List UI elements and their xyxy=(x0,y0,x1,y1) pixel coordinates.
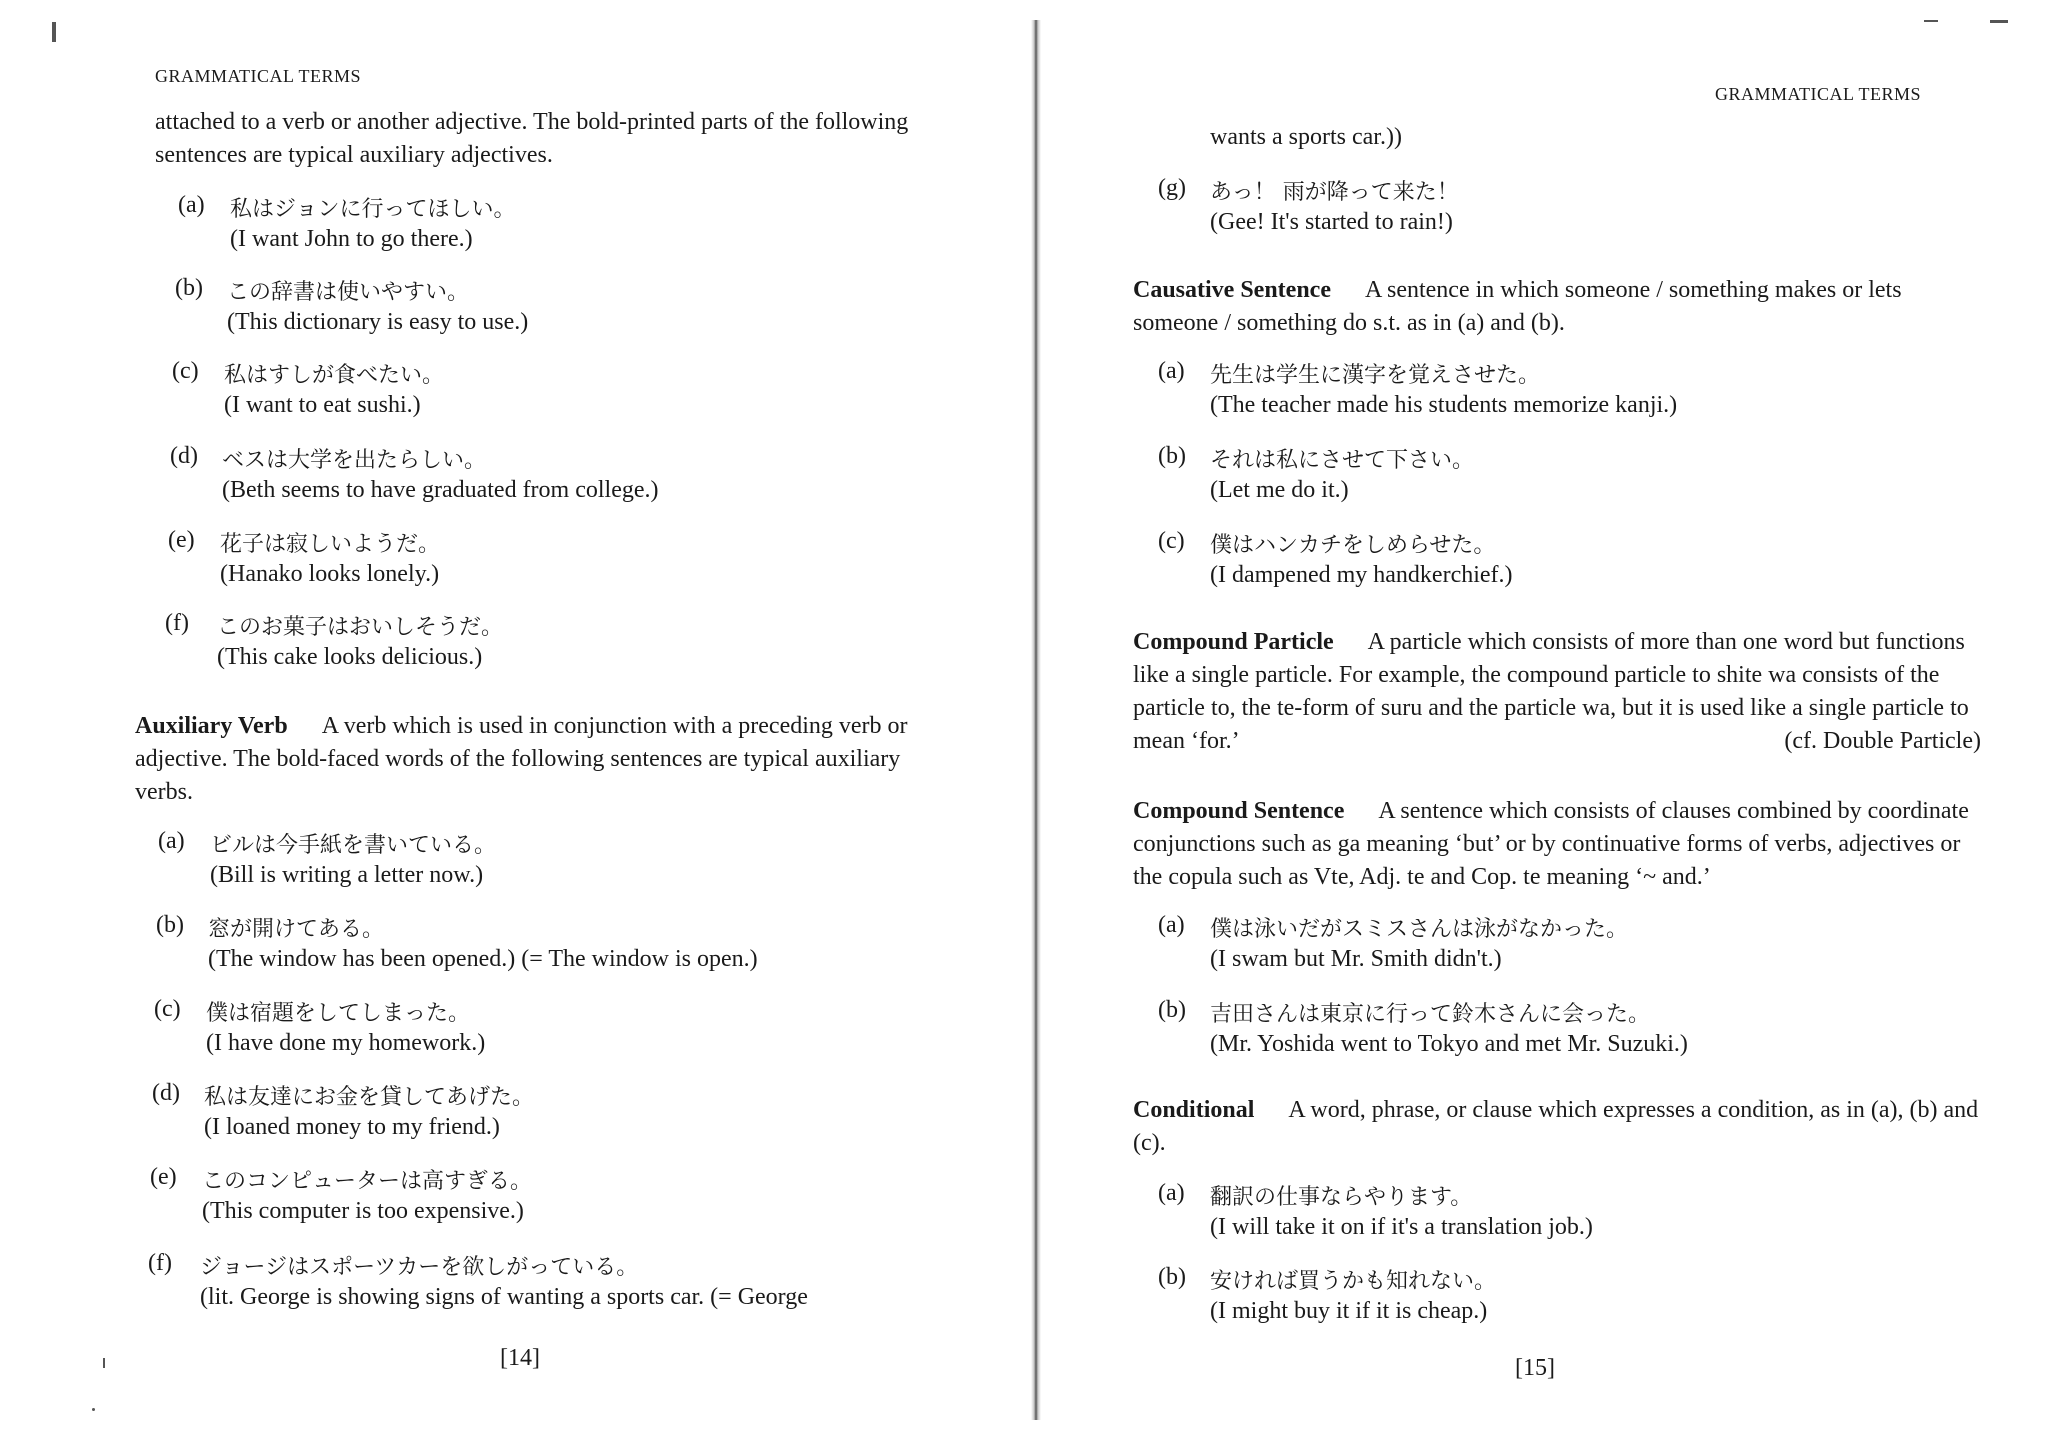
example-label: (a) xyxy=(1158,358,1185,384)
japanese-sentence: 私はジョンに行ってほしい。 xyxy=(230,197,516,222)
example-item xyxy=(156,912,1006,982)
example-item xyxy=(170,443,970,513)
japanese-sentence: ビルは今手紙を書いている。 xyxy=(210,833,497,858)
english-translation: (I might buy it if it is cheap.) xyxy=(1210,1298,1488,1324)
example-label: (f) xyxy=(165,610,189,636)
english-translation: (Beth seems to have graduated from college.) xyxy=(222,477,659,503)
example-item xyxy=(165,610,965,680)
auxiliary-verb-entry xyxy=(135,710,945,809)
scan-mark xyxy=(52,22,56,42)
example-label: (b) xyxy=(1158,443,1186,469)
example-label: (b) xyxy=(1158,997,1186,1023)
example-item xyxy=(152,1080,1002,1150)
example-item xyxy=(148,1250,1008,1320)
term-definition: A particle which consists of more than one word but functions like a single particle. For example, the compound particle to shite wa consists of the particle to, the te-form of suru and the particle wa, but it is used like a single particle to mean ‘for.’ xyxy=(1133,629,1969,754)
example-label: (a) xyxy=(158,828,185,854)
example-item xyxy=(150,1164,1000,1234)
term-heading: Compound Particle xyxy=(1133,629,1334,655)
example-label: (c) xyxy=(154,996,181,1022)
example-label: (a) xyxy=(1158,912,1185,938)
japanese-sentence: 私はすしが食べたい。 xyxy=(224,363,445,388)
english-translation: (This dictionary is easy to use.) xyxy=(227,309,529,335)
japanese-sentence: 僕は泳いだがスミスさんは泳がなかった。 xyxy=(1210,917,1629,942)
example-label: (b) xyxy=(1158,1264,1186,1290)
example-item xyxy=(168,527,968,597)
english-translation: (I swam but Mr. Smith didn't.) xyxy=(1210,946,1502,972)
example-item xyxy=(1158,912,1978,982)
japanese-sentence: 私は友達にお金を貸してあげた。 xyxy=(204,1085,535,1110)
example-item xyxy=(178,192,978,262)
example-item xyxy=(172,358,972,428)
example-label: (g) xyxy=(1158,175,1186,201)
example-label: (c) xyxy=(1158,528,1185,554)
example-item xyxy=(1158,997,1978,1067)
example-item xyxy=(1158,528,1978,598)
japanese-sentence: ジョージはスポーツカーを欲しがっている。 xyxy=(200,1255,639,1280)
example-item xyxy=(1158,358,1978,428)
japanese-sentence: 窓が開けてある。 xyxy=(208,917,385,942)
japanese-sentence: 僕は宿題をしてしまった。 xyxy=(206,1001,471,1026)
english-translation: (I want to eat sushi.) xyxy=(224,392,421,418)
example-label: (a) xyxy=(1158,1180,1185,1206)
conditional-entry xyxy=(1133,1094,1981,1160)
example-item xyxy=(1158,1180,1978,1250)
scan-mark xyxy=(92,1408,95,1411)
japanese-sentence: 花子は寂しいようだ。 xyxy=(220,532,441,557)
example-label: (e) xyxy=(150,1164,177,1190)
english-translation: (I dampened my handkerchief.) xyxy=(1210,562,1513,588)
japanese-sentence: この辞書は使いやすい。 xyxy=(227,280,470,305)
term-heading: Auxiliary Verb xyxy=(135,713,288,739)
japanese-sentence: 翻訳の仕事ならやります。 xyxy=(1210,1185,1473,1210)
example-item xyxy=(1158,443,1978,513)
cross-reference: (cf. Double Particle) xyxy=(1784,728,1981,754)
running-header: GRAMMATICAL TERMS xyxy=(155,66,362,86)
english-translation: (I will take it on if it's a translation job.) xyxy=(1210,1214,1593,1240)
english-translation: (I loaned money to my friend.) xyxy=(204,1114,500,1140)
english-translation: (Mr. Yoshida went to Tokyo and met Mr. Suzuki.) xyxy=(1210,1031,1688,1057)
example-label: (a) xyxy=(178,192,205,218)
term-definition: A sentence in which someone / something makes or lets someone / something do s.t. as in (a) and (b). xyxy=(1133,277,1902,336)
japanese-sentence: あっ！ 雨が降って来た！ xyxy=(1210,180,1459,205)
compound-sentence-entry xyxy=(1133,795,1981,894)
intro-paragraph: attached to a verb or another adjective. The bold-printed parts of the following sentences are typical auxiliary adjectives. xyxy=(155,109,909,168)
term-heading: Compound Sentence xyxy=(1133,798,1345,824)
example-item xyxy=(1158,1264,1978,1334)
scan-mark xyxy=(1990,20,2008,23)
english-translation: (The window has been opened.) (= The window is open.) xyxy=(208,946,758,972)
compound-particle-entry xyxy=(1133,626,1981,758)
term-heading: Causative Sentence xyxy=(1133,277,1331,303)
english-translation: (This cake looks delicious.) xyxy=(217,644,483,670)
example-item xyxy=(1158,175,1958,245)
example-label: (d) xyxy=(170,443,198,469)
right-page xyxy=(1040,0,2048,1434)
japanese-sentence: 僕はハンカチをしめらせた。 xyxy=(1210,533,1496,558)
japanese-sentence: このコンピューターは高すぎる。 xyxy=(202,1169,533,1194)
example-label: (c) xyxy=(172,358,199,384)
running-header: GRAMMATICAL TERMS xyxy=(1715,84,1922,104)
english-translation: (Bill is writing a letter now.) xyxy=(210,862,484,888)
page-number: [14] xyxy=(500,1345,540,1371)
japanese-sentence: 先生は学生に漢字を覚えさせた。 xyxy=(1210,363,1541,388)
term-definition: A verb which is used in conjunction with a preceding verb or adjective. The bold-faced words of the following sentences are typical auxiliary verbs. xyxy=(135,713,908,805)
term-definition: A sentence which consists of clauses combined by coordinate conjunctions such as ga meaning ‘but’ or by continuative forms of verbs, adjectives or the copula such as Vte, Adj. te and Cop. te meaning ‘~ and.’ xyxy=(1133,798,1969,890)
japanese-sentence: ベスは大学を出たらしい。 xyxy=(222,448,487,473)
english-translation: (I want John to go there.) xyxy=(230,226,473,252)
example-label: (b) xyxy=(156,912,184,938)
scan-mark xyxy=(1924,20,1938,22)
japanese-sentence: 安ければ買うかも知れない。 xyxy=(1210,1269,1497,1294)
english-translation: (Let me do it.) xyxy=(1210,477,1349,503)
scan-mark xyxy=(103,1358,105,1368)
continuation-text: wants a sports car.)) xyxy=(1210,124,1402,150)
english-translation: (lit. George is showing signs of wanting a sports car. (= George xyxy=(200,1284,808,1310)
page-number: [15] xyxy=(1515,1355,1555,1381)
japanese-sentence: それは私にさせて下さい。 xyxy=(1210,448,1475,473)
example-label: (d) xyxy=(152,1080,180,1106)
english-translation: (Hanako looks lonely.) xyxy=(220,561,440,587)
example-item xyxy=(158,828,1008,898)
english-translation: (The teacher made his students memorize kanji.) xyxy=(1210,392,1678,418)
english-translation: (This computer is too expensive.) xyxy=(202,1198,524,1224)
example-item xyxy=(175,275,975,345)
english-translation: (I have done my homework.) xyxy=(206,1030,486,1056)
japanese-sentence: 吉田さんは東京に行って鈴木さんに会った。 xyxy=(1210,1002,1651,1027)
term-definition: A word, phrase, or clause which expresses a condition, as in (a), (b) and (c). xyxy=(1133,1097,1979,1156)
example-item xyxy=(154,996,1004,1066)
english-translation: (Gee! It's started to rain!) xyxy=(1210,209,1453,235)
causative-sentence-entry xyxy=(1133,274,1981,340)
term-heading: Conditional xyxy=(1133,1097,1255,1123)
japanese-sentence: このお菓子はおいしそうだ。 xyxy=(217,615,504,640)
example-label: (e) xyxy=(168,527,195,553)
example-label: (f) xyxy=(148,1250,172,1276)
example-label: (b) xyxy=(175,275,203,301)
